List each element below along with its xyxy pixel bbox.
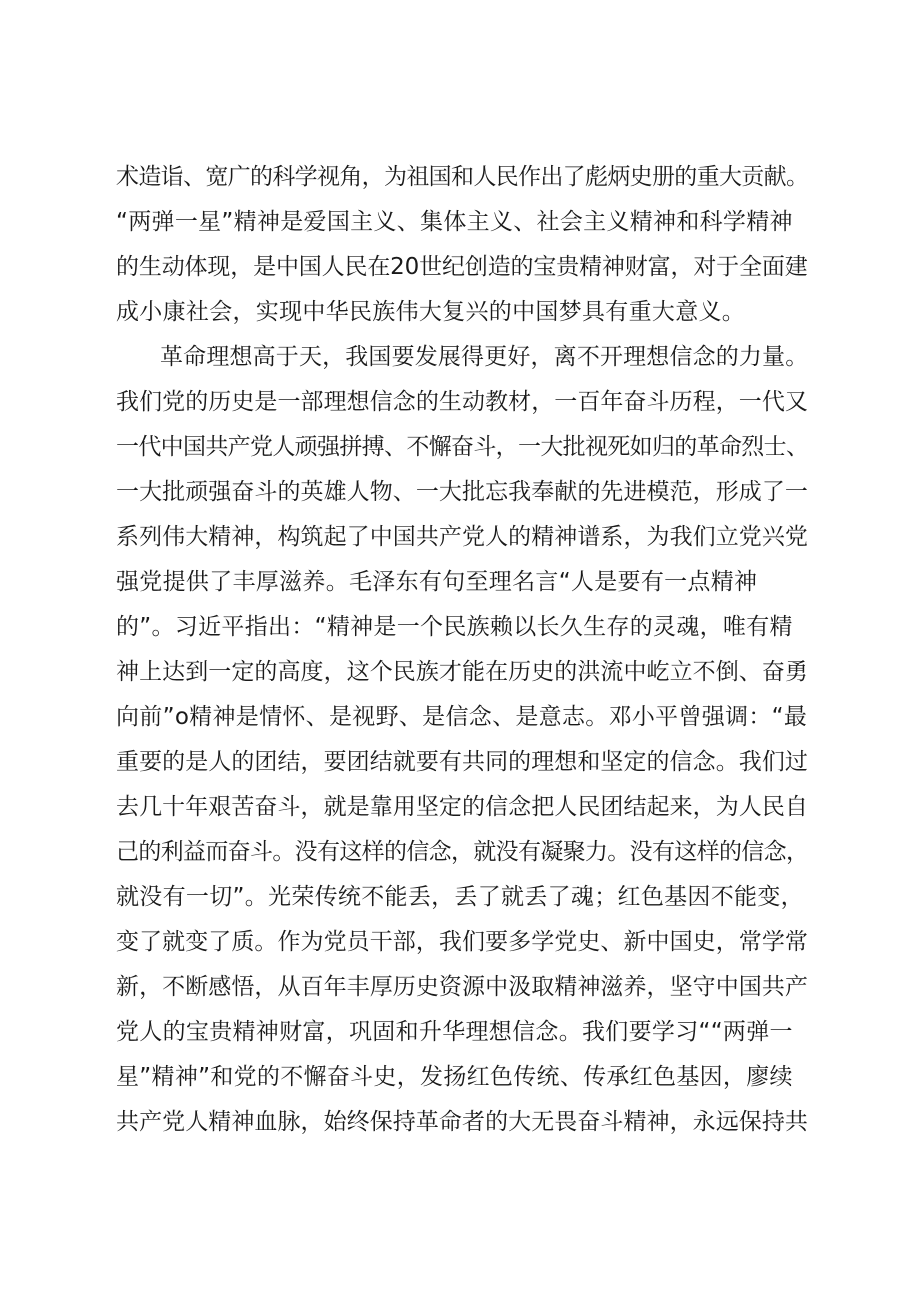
text-line-22: 共产党人精神血脉，始终保持革命者的大无畏奋斗精神，永远保持共 (116, 1109, 808, 1135)
text-line-13: 向前”o精神是情怀、是视野、是信念、是意志。邓小平曾强调：“最 (116, 704, 808, 730)
text-line-10: 强党提供了丰厚滋养。毛泽东有句至理名言“人是要有一点精神 (116, 569, 758, 595)
text-line-4: 成小康社会，实现中华民族伟大复兴的中国梦具有重大意义。 (116, 299, 746, 325)
text-line-16: 己的利益而奋斗。没有这样的信念，就没有凝聚力。没有这样的信念， (116, 839, 809, 865)
text-line-14: 重要的是人的团结，要团结就要有共同的理想和坚定的信念。我们过 (116, 749, 808, 775)
text-line-2: “两弹一星”精神是爱国主义、集体主义、社会主义精神和科学精神 (116, 209, 793, 235)
text-line-21: 星”精神”和党的不懈奋斗史，发扬红色传统、传承红色基因，廖续 (116, 1064, 793, 1090)
text-line-12: 神上达到一定的高度，这个民族才能在历史的洪流中屹立不倒、奋勇 (116, 659, 808, 685)
text-line-18: 变了就变了质。作为党员干部，我们要多学党史、新中国史，常学常 (116, 929, 808, 955)
text-line-19: 新，不断感悟，从百年丰厚历史资源中汲取精神滋养，坚守中国共产 (116, 974, 808, 1000)
text-line-11: 的”。习近平指出：“精神是一个民族赖以长久生存的灵魂，唯有精 (116, 614, 793, 640)
text-line-17: 就没有一切”。光荣传统不能丢，丢了就丢了魂；红色基因不能变， (116, 884, 804, 910)
text-line-6: 我们党的历史是一部理想信念的生动教材，一百年奋斗历程，一代又 (116, 389, 808, 415)
text-line-5-paragraph-start: 革命理想高于天，我国要发展得更好，离不开理想信念的力量。 (160, 344, 809, 370)
text-line-7: 一代中国共产党人顽强拼搏、不懈奋斗，一大批视死如归的革命烈士、 (116, 434, 809, 460)
text-line-8: 一大批顽强奋斗的英雄人物、一大批忘我奉献的先进模范，形成了一 (116, 479, 808, 505)
text-line-9: 系列伟大精神，构筑起了中国共产党人的精神谱系，为我们立党兴党 (116, 524, 808, 550)
text-line-15: 去几十年艰苦奋斗，就是靠用坚定的信念把人民团结起来，为人民自 (116, 794, 808, 820)
text-line-3: 的生动体现，是中国人民在20世纪创造的宝贵精神财富，对于全面建 (116, 254, 808, 280)
text-line-20: 党人的宝贵精神财富，巩固和升华理想信念。我们要学习““两弹一 (116, 1019, 793, 1045)
text-line-1: 术造诣、宽广的科学视角，为祖国和人民作出了彪炳史册的重大贡献。 (116, 164, 809, 190)
